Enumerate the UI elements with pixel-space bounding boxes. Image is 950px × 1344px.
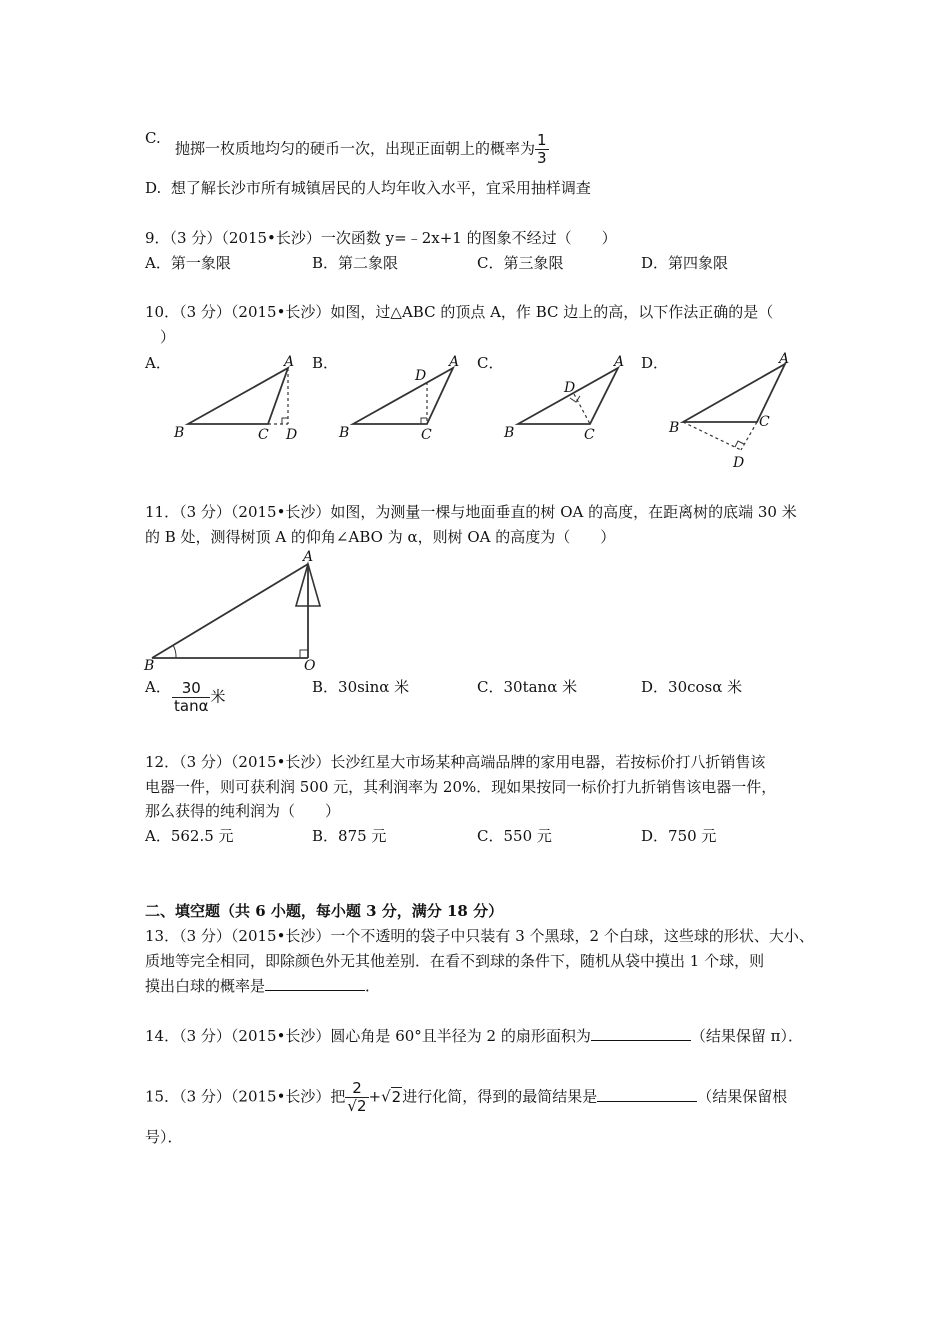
- q10-option-a-label: A．: [145, 354, 171, 372]
- q11-option-b: B．30sinα 米: [312, 678, 410, 696]
- q13-line3-end: ．: [365, 977, 381, 995]
- line-ba: [152, 564, 308, 658]
- right-angle-mark: [735, 441, 744, 447]
- q10-figure-a: [170, 352, 310, 444]
- label-b: B: [144, 658, 155, 674]
- q11-option-a-fraction: [172, 680, 210, 715]
- label-c: C: [759, 414, 770, 430]
- q12-option-c: C．550 元: [477, 827, 552, 845]
- label-d: D: [415, 368, 427, 384]
- q11-option-a-unit: 米: [210, 687, 226, 706]
- sqrt-sign: √: [381, 1087, 391, 1106]
- label-a: A: [779, 351, 790, 367]
- q14-text: 14．（3 分）（2015•长沙）圆心角是 60°且半径为 2 的扇形面积为: [145, 1027, 591, 1045]
- q11-option-a: [172, 680, 225, 715]
- right-angle-mark: [570, 396, 580, 402]
- triangle-abc: [353, 368, 453, 424]
- label-b: B: [339, 425, 350, 441]
- q14-answer-blank[interactable]: [591, 1026, 691, 1041]
- q15-text: 15．（3 分）（2015•长沙）把: [145, 1087, 346, 1106]
- q14-text-end: （结果保留 π）．: [690, 1027, 803, 1045]
- label-a: A: [614, 354, 625, 370]
- q13-line3-text: 摸出白球的概率是: [145, 977, 266, 995]
- q9-option-d: D．第四象限: [641, 254, 729, 272]
- q11-stem-line2: 的 B 处，测得树顶 A 的仰角∠ABO 为 α，则树 OA 的高度为（ ）: [145, 528, 616, 546]
- height-line: [574, 394, 590, 424]
- angle-alpha-arc: [173, 645, 176, 658]
- right-angle-mark: [282, 418, 288, 424]
- triangle-abc: [188, 368, 288, 424]
- q11-figure: [140, 546, 330, 674]
- fraction-denominator: tanα: [174, 697, 209, 715]
- q8-option-d-label: D.: [145, 179, 162, 197]
- height-line: [683, 422, 741, 450]
- q8-option-c-label: C.: [145, 129, 161, 147]
- label-o: O: [304, 658, 316, 674]
- label-b: B: [669, 420, 680, 436]
- q10-option-d-label: D．: [641, 354, 669, 372]
- fraction-numerator: 30: [172, 680, 210, 698]
- q12-option-a: A．562.5 元: [145, 827, 234, 845]
- q12-stem-line3: 那么获得的纯利润为（ ）: [145, 802, 341, 820]
- q11-stem-line1: 11．（3 分）（2015•长沙）如图，为测量一棵与地面垂直的树 OA 的高度，在距离树的底端 30 米: [145, 503, 797, 521]
- q10-option-c-label: C．: [477, 354, 504, 372]
- fraction-numerator: 1: [537, 131, 547, 149]
- q15-text-end: （结果保留根: [697, 1087, 788, 1106]
- q9-option-c: C．第三象限: [477, 254, 564, 272]
- q12-option-b: B．875 元: [312, 827, 387, 845]
- q12-stem-line1: 12．（3 分）（2015•长沙）长沙红星大市场某种高端品牌的家用电器，若按标价打八折销售该: [145, 753, 766, 771]
- label-c: C: [258, 427, 269, 443]
- fraction-numerator: 2: [345, 1080, 368, 1098]
- q15-sqrt: [381, 1087, 402, 1106]
- q15-plus: +: [368, 1087, 382, 1106]
- q9-stem: 9．（3 分）（2015•长沙）一次函数 y=﹣2x+1 的图象不经过（ ）: [145, 229, 617, 247]
- q13-line3: [145, 976, 380, 996]
- q10-figure-b: [335, 352, 475, 444]
- fraction-denominator: √2: [347, 1097, 367, 1115]
- q12-stem-line2: 电器一件，则可获利润 500 元，其利润率为 20%．现如果按同一标价打九折销售该电器一件，: [145, 778, 777, 796]
- label-d: D: [733, 455, 745, 471]
- label-b: B: [174, 425, 185, 441]
- label-d: D: [564, 380, 576, 396]
- q10-option-b-label: B．: [312, 354, 339, 372]
- label-a: A: [284, 354, 295, 370]
- q13-answer-blank[interactable]: [265, 976, 365, 991]
- q10-figure-c: [500, 352, 640, 444]
- q11-option-d: D．30cosα 米: [641, 678, 743, 696]
- q15-answer-blank[interactable]: [597, 1087, 697, 1102]
- q8-option-d-text: 想了解长沙市所有城镇居民的人均年收入水平，宜采用抽样调查: [170, 179, 591, 197]
- q13-line1: 13．（3 分）（2015•长沙）一个不透明的袋子中只装有 3 个黑球，2 个白球，这些球的形状、大小、: [145, 927, 814, 945]
- q15-text-mid: 进行化简，得到的最简结果是: [402, 1087, 598, 1106]
- section-title: 二、填空题（共 6 小题，每小题 3 分，满分 18 分）: [145, 902, 504, 920]
- q15-fraction: [345, 1080, 368, 1115]
- q15-line2: 号）．: [145, 1128, 183, 1146]
- q8-option-d: [145, 178, 591, 198]
- q11-option-a-label: A．: [145, 678, 171, 696]
- q10-stem-line1: 10．（3 分）（2015•长沙）如图，过△ABC 的顶点 A，作 BC 边上的高，以下作法正确的是（: [145, 303, 774, 321]
- extension-line: [741, 422, 757, 450]
- q9-option-a: A．第一象限: [145, 254, 231, 272]
- q15-line1: [145, 1080, 787, 1115]
- right-angle-mark: [300, 650, 308, 658]
- label-d: D: [286, 427, 298, 443]
- label-c: C: [584, 427, 595, 443]
- q10-stem-line2: ）: [160, 328, 176, 346]
- q13-line2: 质地等完全相同，即除颜色外无其他差别．在看不到球的条件下，随机从袋中摸出 1 个球，则: [145, 952, 765, 970]
- q8-option-c: [175, 132, 549, 167]
- q14-line: [145, 1026, 803, 1046]
- label-a: A: [303, 549, 314, 565]
- q8-option-c-text: 抛掷一枚质地均匀的硬币一次，出现正面朝上的概率为: [175, 139, 536, 158]
- fraction-denominator: 3: [537, 149, 547, 167]
- q9-option-b: B．第二象限: [312, 254, 399, 272]
- label-b: B: [504, 425, 515, 441]
- q8-option-c-fraction: [535, 132, 549, 167]
- q12-option-d: D．750 元: [641, 827, 717, 845]
- sqrt-radicand: 2: [391, 1087, 402, 1106]
- label-a: A: [449, 354, 460, 370]
- triangle-abc: [518, 368, 618, 424]
- q11-option-c: C．30tanα 米: [477, 678, 578, 696]
- label-c: C: [421, 427, 432, 443]
- q10-figure-d: [665, 350, 805, 472]
